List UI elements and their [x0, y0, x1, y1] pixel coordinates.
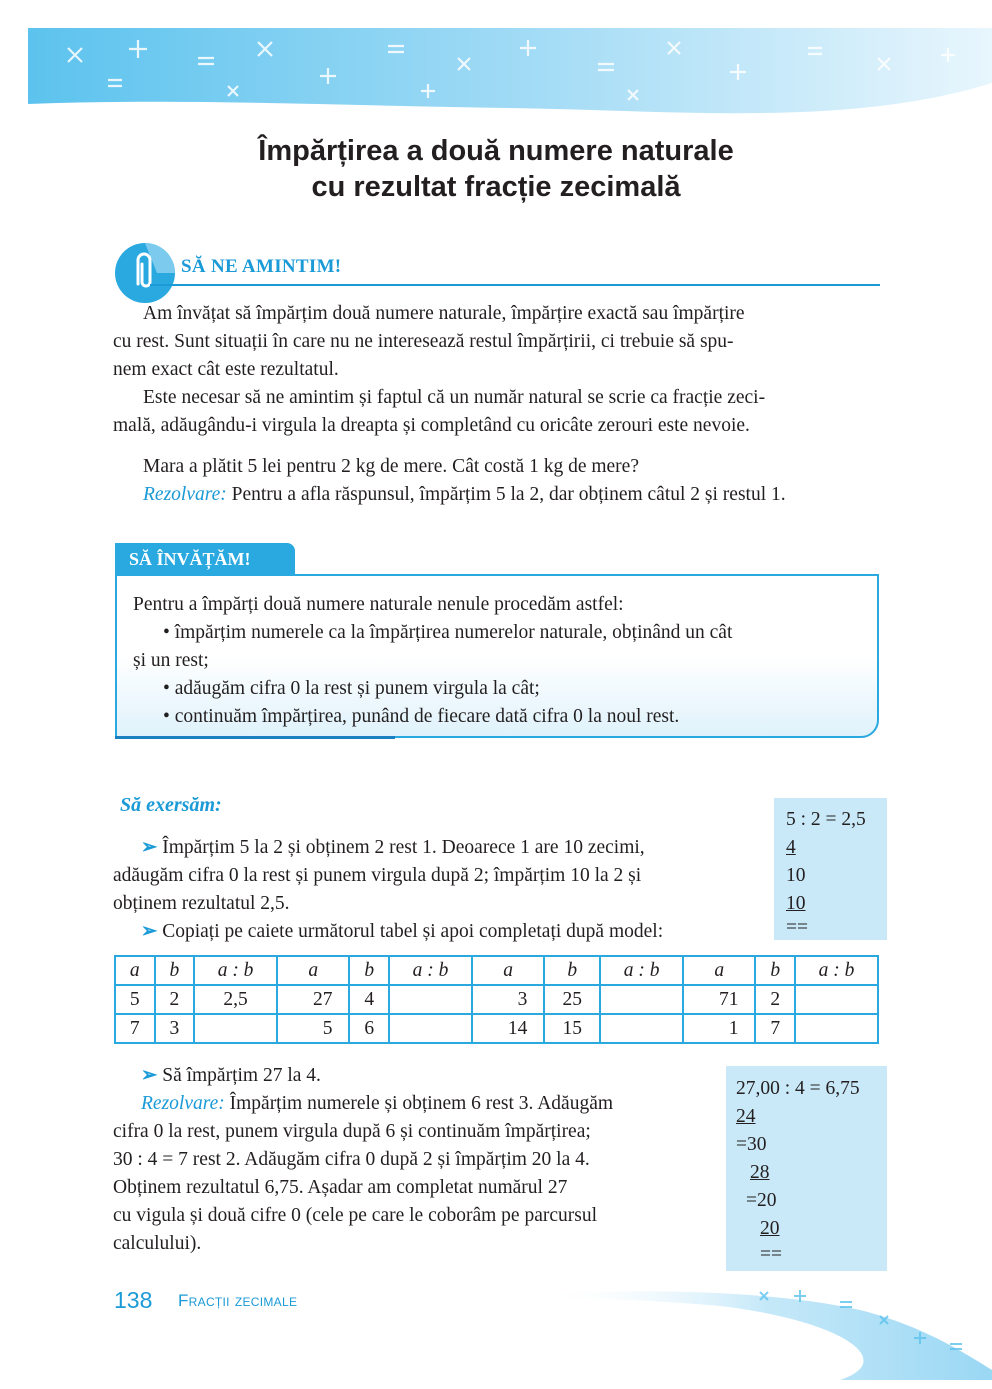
table-header: a: [115, 956, 155, 985]
table-cell: 3: [155, 1014, 195, 1043]
remember-paragraph-line: mală, adăugându-i virgula la dreapta și completând cu oricâte zerouri este nevoie.: [113, 415, 750, 436]
table-cell: [194, 1014, 277, 1043]
table-cell: [600, 1014, 683, 1043]
exercise-solution-line: cu vigula și două cifre 0 (cele pe care le coborâm pe parcursul: [113, 1205, 598, 1226]
table-cell: [389, 985, 472, 1014]
exercise-item-2-text: Copiați pe caiete următorul tabel și apoi completați după model:: [162, 921, 664, 942]
table-cell: 71: [683, 985, 755, 1014]
decorative-footer: [540, 1280, 992, 1380]
table-cell: 7: [115, 1014, 155, 1043]
table-cell: [389, 1014, 472, 1043]
page-number: 138: [114, 1287, 153, 1313]
table-header: b: [544, 956, 600, 985]
learn-heading: SĂ ÎNVĂȚĂM!: [129, 549, 251, 569]
table-cell: [600, 985, 683, 1014]
table-header: b: [349, 956, 389, 985]
calc-line: 24: [736, 1106, 756, 1127]
remember-paragraph-line: cu rest. Sunt situații în care nu ne interesează restul împărțirii, ci trebuie să spu-: [113, 331, 734, 352]
table-header: a : b: [194, 956, 277, 985]
exercise-item-2: [113, 918, 760, 946]
calc-line: =20: [746, 1190, 777, 1211]
solution-text: Pentru a afla răspunsul, împărțim 5 la 2, dar obținem câtul 2 și restul 1.: [226, 484, 786, 505]
table-header: a: [472, 956, 544, 985]
solution-line: [113, 481, 880, 509]
calc-line: 5 : 2 = 2,5: [786, 809, 866, 830]
calc-line: 28: [750, 1162, 770, 1183]
table-cell: 5: [115, 985, 155, 1014]
table-cell: 7: [755, 1014, 795, 1043]
page-title-line2: cu rezultat fracție zecimală: [311, 171, 681, 203]
table-cell: 1: [683, 1014, 755, 1043]
table-cell: 25: [544, 985, 600, 1014]
decorative-banner: [28, 28, 992, 128]
table-header: a : b: [389, 956, 472, 985]
table-cell: 4: [349, 985, 389, 1014]
table-cell: 3: [472, 985, 544, 1014]
remember-heading: SĂ NE AMINTIM!: [181, 256, 342, 277]
solution-label: Rezolvare:: [141, 1093, 225, 1114]
exercise-solution-line: Obținem rezultatul 6,75. Așadar am completat numărul 27: [113, 1177, 568, 1198]
calc-line: =30: [736, 1134, 767, 1155]
solution-text: Împărțim numerele și obținem 6 rest 3. Adăugăm: [224, 1093, 614, 1114]
page-title-line1: Împărțirea a două numere naturale: [258, 135, 734, 167]
exercise-heading: Să exersăm:: [120, 794, 222, 816]
exercise-item-3-text: Să împărțim 27 la 4.: [162, 1065, 321, 1086]
table-cell: 5: [277, 1014, 349, 1043]
table-cell: [795, 985, 878, 1014]
table-header: a : b: [795, 956, 878, 985]
table-header-row: [115, 956, 878, 985]
chapter-title: [178, 1291, 297, 1311]
learn-box: [115, 574, 879, 738]
table-header: a: [277, 956, 349, 985]
remember-paragraph-line: Este necesar să ne amintim și faptul că un număr natural se scrie ca fracție zeci-: [143, 387, 766, 408]
exercise-solution-line: [113, 1090, 715, 1118]
calc-line: 10: [786, 893, 806, 914]
learn-bullet: • împărțim numerele ca la împărțirea numerelor naturale, obținând un cât: [163, 622, 733, 643]
exercise-item-1-line: obținem rezultatul 2,5.: [113, 893, 290, 914]
table-header: a: [683, 956, 755, 985]
exercise-item-1: [113, 834, 760, 862]
calc-line: 27,00 : 4 = 6,75: [736, 1078, 860, 1099]
exercise-item-1-line: adăugăm cifra 0 la rest și punem virgula după 2; împărțim 10 la 2 și: [113, 865, 642, 886]
table-row: [115, 1014, 878, 1043]
table-cell: 2: [755, 985, 795, 1014]
table-cell: [795, 1014, 878, 1043]
problem-text: Mara a plătit 5 lei pentru 2 kg de mere. Cât costă 1 kg de mere?: [143, 456, 639, 477]
calc-line: ==: [786, 917, 808, 938]
exercise-item-3: [113, 1062, 713, 1090]
arrow-icon: ➢: [141, 921, 158, 942]
learn-tab: [115, 543, 295, 575]
exercise-solution-line: calculului).: [113, 1233, 202, 1254]
solution-label: Rezolvare:: [143, 484, 227, 505]
calc-line: ==: [760, 1244, 782, 1265]
arrow-icon: ➢: [141, 837, 158, 858]
exercise-table: [114, 955, 879, 1044]
table-cell: 2: [155, 985, 195, 1014]
calc-line: 4: [786, 837, 796, 858]
learn-bullet: • adăugăm cifra 0 la rest și punem virgula la cât;: [163, 678, 540, 699]
table-header: a : b: [600, 956, 683, 985]
table-row: [115, 985, 878, 1014]
calc-line: 10: [786, 865, 806, 886]
exercise-item-1-text: Împărțim 5 la 2 și obținem 2 rest 1. Deoarece 1 are 10 zecimi,: [162, 837, 645, 858]
learn-bullet: • continuăm împărțirea, punând de fiecare dată cifra 0 la noul rest.: [163, 706, 680, 727]
learn-line: și un rest;: [133, 650, 209, 671]
chapter-title-text: Fracții zecimale: [178, 1291, 298, 1310]
division-calc-box-2: [726, 1066, 887, 1271]
division-calc-box-1: [774, 798, 887, 940]
calc-line: 20: [760, 1218, 780, 1239]
table-cell: 27: [277, 985, 349, 1014]
arrow-icon: ➢: [141, 1065, 158, 1086]
table-cell: 14: [472, 1014, 544, 1043]
learn-line: Pentru a împărți două numere naturale nenule procedăm astfel:: [133, 594, 624, 615]
table-cell: 15: [544, 1014, 600, 1043]
table-header: b: [155, 956, 195, 985]
table-cell: 2,5: [194, 985, 277, 1014]
table-cell: 6: [349, 1014, 389, 1043]
exercise-solution-line: 30 : 4 = 7 rest 2. Adăugăm cifra 0 după 2 și împărțim 20 la 4.: [113, 1149, 590, 1170]
paperclip-icon: [112, 240, 178, 306]
remember-paragraph-line: nem exact cât este rezultatul.: [113, 359, 339, 380]
table-header: b: [755, 956, 795, 985]
remember-divider: [150, 284, 880, 286]
remember-paragraph-line: Am învățat să împărțim două numere naturale, împărțire exactă sau împărțire: [143, 303, 745, 324]
exercise-solution-line: cifra 0 la rest, punem virgula după 6 și continuăm împărțirea;: [113, 1121, 591, 1142]
